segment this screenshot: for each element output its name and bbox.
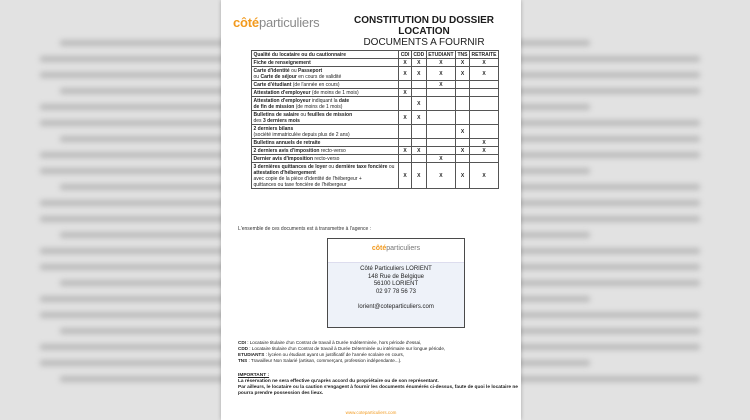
requirement-mark bbox=[426, 89, 455, 97]
column-header-quality: Qualité du locataire ou du cautionnaire bbox=[252, 51, 399, 59]
requirement-mark bbox=[470, 97, 499, 111]
requirement-mark: X bbox=[411, 163, 426, 189]
legend-item: CDI : Locataire titulaire d'un Contrat de travail à Durée Indéterminée, hors période d'essai, bbox=[238, 340, 422, 345]
column-header-etudiant: ETUDIANT bbox=[428, 51, 454, 58]
agency-logo-part-2: particuliers bbox=[386, 245, 421, 252]
abbreviation-legend bbox=[238, 340, 513, 364]
page-title bbox=[329, 15, 519, 48]
title-line-1: CONSTITUTION DU DOSSIER LOCATION bbox=[353, 15, 494, 37]
agency-logo bbox=[328, 239, 464, 263]
column-header-retraite: RETRAITE bbox=[471, 51, 497, 58]
agency-address bbox=[328, 263, 464, 296]
requirement-mark bbox=[399, 97, 412, 111]
logo-part-2: particuliers bbox=[258, 15, 320, 30]
requirement-mark bbox=[411, 89, 426, 97]
legend-item: ETUDIANTS : lycéen ou étudiant ayant un justificatif de l'année scolaire en cours, bbox=[238, 352, 405, 357]
requirement-mark bbox=[411, 155, 426, 163]
requirement-mark: X bbox=[470, 59, 499, 67]
requirement-mark: X bbox=[456, 67, 470, 81]
table-row bbox=[252, 81, 499, 89]
column-header-tns: TNS bbox=[457, 51, 468, 58]
requirement-mark bbox=[456, 155, 470, 163]
table-row bbox=[252, 89, 499, 97]
document-page bbox=[221, 0, 521, 420]
requirement-mark bbox=[426, 125, 455, 139]
requirement-mark: X bbox=[456, 147, 470, 155]
requirement-mark bbox=[411, 81, 426, 89]
requirement-mark bbox=[470, 125, 499, 139]
requirement-mark: X bbox=[456, 163, 470, 189]
legend-item: CDD : Locataire titulaire d'un Contrat de travail à Durée Déterminée ou intérimaire sur longue période, bbox=[238, 346, 446, 351]
requirement-mark: X bbox=[426, 81, 455, 89]
agency-logo-part-1: côté bbox=[371, 245, 387, 252]
documents-table bbox=[251, 50, 499, 189]
table-row bbox=[252, 139, 499, 147]
table-row bbox=[252, 147, 499, 155]
title-line-2: DOCUMENTS A FOURNIR bbox=[363, 37, 485, 48]
requirement-mark bbox=[399, 81, 412, 89]
agency-street: 148 Rue de Belgique bbox=[367, 273, 425, 280]
agency-card bbox=[327, 238, 465, 328]
table-header-row bbox=[252, 51, 499, 59]
requirement-mark: X bbox=[470, 139, 499, 147]
requirement-mark: X bbox=[411, 67, 426, 81]
requirement-mark bbox=[470, 81, 499, 89]
requirement-mark bbox=[470, 89, 499, 97]
requirement-mark bbox=[456, 97, 470, 111]
requirement-mark bbox=[456, 89, 470, 97]
logo-part-1: côté bbox=[233, 15, 259, 30]
requirement-mark: X bbox=[411, 147, 426, 155]
agency-email[interactable]: lorient@coteparticuliers.com bbox=[358, 304, 434, 310]
table-row bbox=[252, 163, 499, 189]
requirement-mark: X bbox=[399, 89, 412, 97]
document-label: Fiche de renseignement bbox=[252, 59, 399, 67]
footer-url[interactable]: www.coteparticuliers.com bbox=[345, 410, 397, 415]
important-notice bbox=[238, 373, 518, 397]
requirement-mark: X bbox=[411, 59, 426, 67]
brand-logo bbox=[233, 15, 319, 30]
requirement-mark: X bbox=[399, 67, 412, 81]
requirement-mark: X bbox=[426, 163, 455, 189]
column-header-cdi: CDI bbox=[400, 51, 410, 58]
column-header-cdd: CDD bbox=[413, 51, 425, 58]
document-label: Bulletins annuels de retraite bbox=[252, 139, 399, 147]
requirement-mark: X bbox=[456, 59, 470, 67]
requirement-mark bbox=[411, 125, 426, 139]
requirement-mark bbox=[470, 111, 499, 125]
requirement-mark: X bbox=[399, 111, 412, 125]
requirement-mark bbox=[426, 139, 455, 147]
table-body bbox=[252, 59, 499, 189]
requirement-mark: X bbox=[426, 155, 455, 163]
document-label: Attestation d'employeur (de moins de 1 mois) bbox=[252, 89, 399, 97]
requirement-mark bbox=[470, 155, 499, 163]
requirement-mark bbox=[456, 81, 470, 89]
table-row bbox=[252, 155, 499, 163]
important-heading: IMPORTANT : bbox=[238, 373, 270, 378]
table-row bbox=[252, 59, 499, 67]
table-row bbox=[252, 125, 499, 139]
document-label: Dernier avis d'imposition recto-verso bbox=[252, 155, 399, 163]
requirement-mark: X bbox=[456, 125, 470, 139]
send-instruction: L'ensemble de ces documents est à transmettre à l'agence : bbox=[238, 226, 372, 232]
requirement-mark bbox=[426, 97, 455, 111]
document-label: Bulletins de salaire ou feuilles de mission des 3 derniers mois bbox=[252, 111, 399, 125]
important-line-2: Par ailleurs, le locataire ou la caution s'engagent à fournir les documents énumérés ci-dessus, faute de quoi le locataire ne pourra prendre possession des lieux. bbox=[238, 385, 518, 396]
requirement-mark bbox=[426, 147, 455, 155]
table-row bbox=[252, 97, 499, 111]
requirement-mark: X bbox=[470, 67, 499, 81]
table-row bbox=[252, 111, 499, 125]
table-row bbox=[252, 67, 499, 81]
requirement-mark: X bbox=[411, 111, 426, 125]
agency-city: 56100 LORIENT bbox=[373, 281, 419, 287]
requirement-mark bbox=[399, 155, 412, 163]
requirement-mark bbox=[456, 139, 470, 147]
requirement-mark: X bbox=[399, 59, 412, 67]
requirement-mark bbox=[411, 139, 426, 147]
requirement-mark: X bbox=[470, 147, 499, 155]
agency-name: Côté Particuliers LORIENT bbox=[360, 266, 432, 272]
important-line-1: La réservation ne sera effective qu'après accord du propriétaire ou de son représentant. bbox=[238, 379, 439, 384]
requirement-mark: X bbox=[411, 97, 426, 111]
document-label: Carte d'identité ou Passeport ou Carte de séjour en cours de validité bbox=[252, 67, 399, 81]
requirement-mark bbox=[399, 125, 412, 139]
requirement-mark: X bbox=[426, 67, 455, 81]
document-label: 2 derniers bilans (société immatriculée depuis plus de 2 ans) bbox=[252, 125, 399, 139]
document-label: Attestation d'employeur indiquant la date de fin de mission (de moins de 1 mois) bbox=[252, 97, 399, 111]
legend-item: TNS : Travailleur Non Salarié (artisan, commerçant, profession indépendante...). bbox=[238, 358, 402, 363]
agency-phone: 02 97 78 56 73 bbox=[375, 288, 417, 295]
document-label: Carte d'étudiant (de l'année en cours) bbox=[252, 81, 399, 89]
document-label: 2 derniers avis d'imposition recto-verso bbox=[252, 147, 399, 155]
requirement-mark: X bbox=[426, 59, 455, 67]
requirement-mark bbox=[399, 139, 412, 147]
requirement-mark: X bbox=[470, 163, 499, 189]
requirement-mark bbox=[456, 111, 470, 125]
requirement-mark bbox=[426, 111, 455, 125]
requirement-mark: X bbox=[399, 147, 412, 155]
requirement-mark: X bbox=[399, 163, 412, 189]
document-label: 3 dernières quittances de loyer ou dernière taxe foncière ou attestation d'hébergement avec copie de la pièce d'identité de l'hébergeur + quittances ou taxe foncière de l'hébergeur bbox=[252, 163, 399, 189]
